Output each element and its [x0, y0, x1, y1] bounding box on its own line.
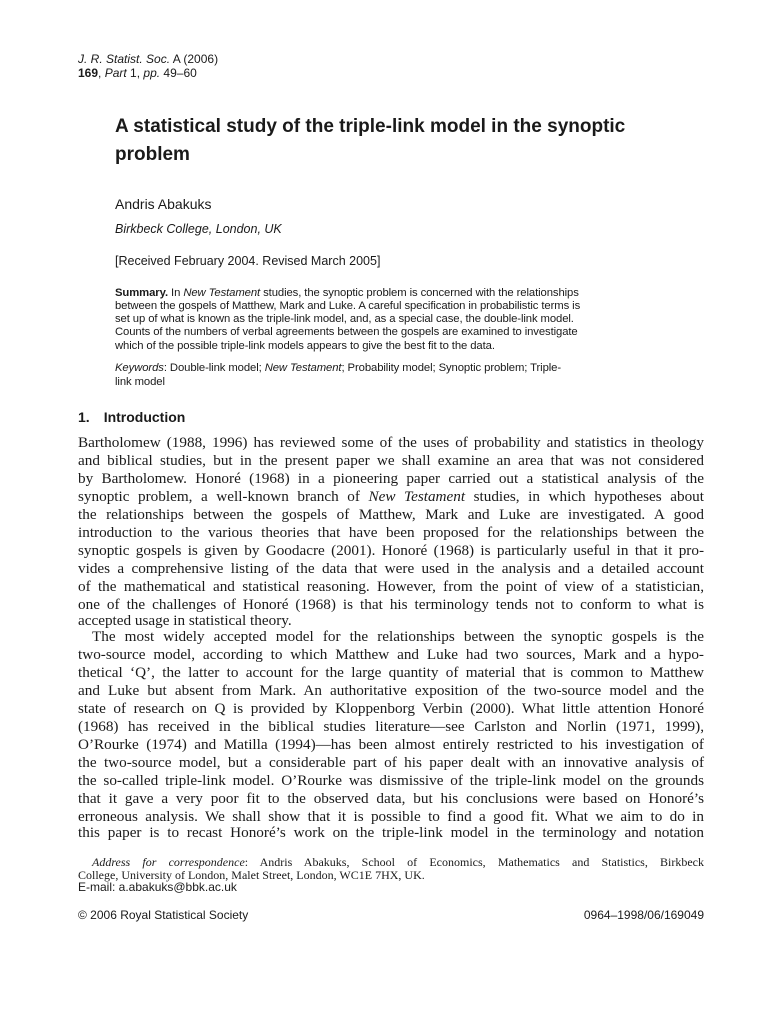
footnote-email: E-mail: a.abakuks@bbk.ac.uk: [78, 880, 237, 894]
issn-code: 0964–1998/06/169049: [583, 908, 704, 922]
summary-line-2: between the gospels of Matthew, Mark and Luke. A careful specification in probabilistic terms is: [115, 300, 581, 312]
section-heading: [78, 409, 185, 425]
journal-pp-label: pp.: [143, 66, 161, 80]
body-text-span: studies, in which hypotheses about: [465, 488, 704, 505]
summary-text: In: [168, 287, 184, 299]
summary-text: studies, the synoptic problem is concerned with the relationships: [260, 287, 579, 299]
body-line: synoptic gospels is given by Goodacre (2001). Honoré (1968) is particularly useful in that it pro-: [78, 542, 704, 559]
received-dates: [Received February 2004. Revised March 2005]: [115, 254, 381, 268]
body-line: erroneous analysis. We shall show that it is possible to find a good fit. What we aim to do in: [78, 808, 704, 825]
keywords-text: : Double-link model;: [163, 362, 265, 374]
journal-volume: 169: [78, 66, 99, 80]
body-line: introduction to the various theories that have been proposed for the relationships between the: [78, 524, 704, 541]
journal-series-year: A (2006): [170, 52, 219, 66]
summary-line-3: set up of what is known as the triple-link model, and, as a special case, the double-link model.: [115, 313, 574, 325]
body-line: vides a comprehensive listing of the data that were used in the analysis and a detailed account: [78, 560, 704, 577]
summary-line-4: Counts of the numbers of verbal agreements between the gospels are examined to investigate: [115, 326, 578, 338]
body-line: the so-called triple-link model. O’Rourke was dismissive of the triple-link model on the grounds: [78, 772, 704, 789]
body-text-span: synoptic problem, a well-known branch of: [78, 488, 369, 505]
journal-citation: [78, 52, 218, 80]
summary-label: Summary.: [115, 287, 168, 299]
author-affiliation: Birkbeck College, London, UK: [115, 222, 282, 236]
body-line: the two-source model, but a considerable part of his paper dealt with an innovative analysis of: [78, 754, 704, 771]
section-number: 1.: [78, 409, 90, 425]
body-line: by Bartholomew. Honoré (1968) in a pioneering paper carried out a statistical analysis of the: [78, 470, 704, 487]
journal-line-1: [78, 52, 218, 66]
copyright-notice: © 2006 Royal Statistical Society: [78, 908, 249, 922]
journal-pages: 49–60: [160, 66, 197, 80]
body-line: accepted usage in statistical theory.: [78, 612, 292, 629]
body-line: the relationships between the gospels of Matthew, Mark and Luke are investigated. A good: [78, 506, 704, 523]
body-line: and biblical studies, but in the present paper we shall examine an area that was not considered: [78, 452, 704, 469]
journal-part-label: Part: [104, 66, 127, 80]
section-title: Introduction: [103, 409, 186, 425]
summary-line-5: which of the possible triple-link models appears to give the best fit to the data.: [115, 340, 495, 352]
body-text-italic: New Testament: [368, 488, 466, 505]
keywords-text: ; Probability model; Synoptic problem; Triple-: [341, 362, 562, 374]
body-line: O’Rourke (1974) and Matilla (1994)—has been almost entirely restricted to his investigation of: [78, 736, 704, 753]
body-line: of the mathematical and statistical reasoning. However, from the point of view of a statistician,: [78, 578, 704, 595]
journal-line-2: 169, Part 1, pp. 49–60: [78, 66, 197, 80]
body-line: this paper is to recast Honoré’s work on the triple-link model in the terminology and notation: [78, 824, 704, 841]
summary-line-1: [115, 287, 579, 299]
journal-name: J. R. Statist. Soc.: [78, 52, 171, 66]
footnote-text: : Andris Abakuks, School of Economics, Mathematics and Statistics, Birkbeck: [244, 855, 704, 869]
body-line: [78, 488, 704, 506]
body-line: that it gave a very poor fit to the observed data, but his conclusions were based on Honoré’s: [78, 790, 704, 807]
paper-title: A statistical study of the triple-link model in the synoptic problem: [115, 116, 626, 165]
body-line: Bartholomew (1988, 1996) has reviewed some of the uses of probability and statistics in theology: [78, 434, 704, 451]
body-line: one of the challenges of Honoré (1968) is that his terminology tends not to conform to what is: [78, 596, 704, 613]
body-line: and Luke but absent from Mark. An authoritative exposition of the two-source model and the: [78, 682, 704, 699]
keywords-line-1: [115, 362, 561, 374]
body-line: The most widely accepted model for the relationships between the synoptic gospels is the: [92, 628, 704, 645]
keywords-text-italic: New Testament: [264, 362, 342, 374]
body-line: state of research on Q is provided by Kloppenborg Verbin (2000). What little attention Honoré: [78, 700, 704, 717]
body-line: thetical ‘Q’, the latter to account for the large quantity of material that is common to Matthew: [78, 664, 704, 681]
journal-part-number: 1,: [126, 66, 144, 80]
body-line: two-source model, according to which Matthew and Luke had two sources, Mark and a hypo-: [78, 646, 704, 663]
footnote-label: Address for correspondence: [92, 855, 245, 869]
author-name: Andris Abakuks: [115, 196, 212, 212]
keywords-label: Keywords: [115, 362, 164, 374]
body-line: (1968) has received in the biblical studies literature—see Carlston and Norlin (1971, 1999),: [78, 718, 704, 735]
keywords-line-2: link model: [115, 376, 165, 388]
footnote-line-2: College, University of London, Malet Street, London, WC1E 7HX, UK.: [78, 868, 425, 882]
summary-text-italic: New Testament: [183, 287, 261, 299]
